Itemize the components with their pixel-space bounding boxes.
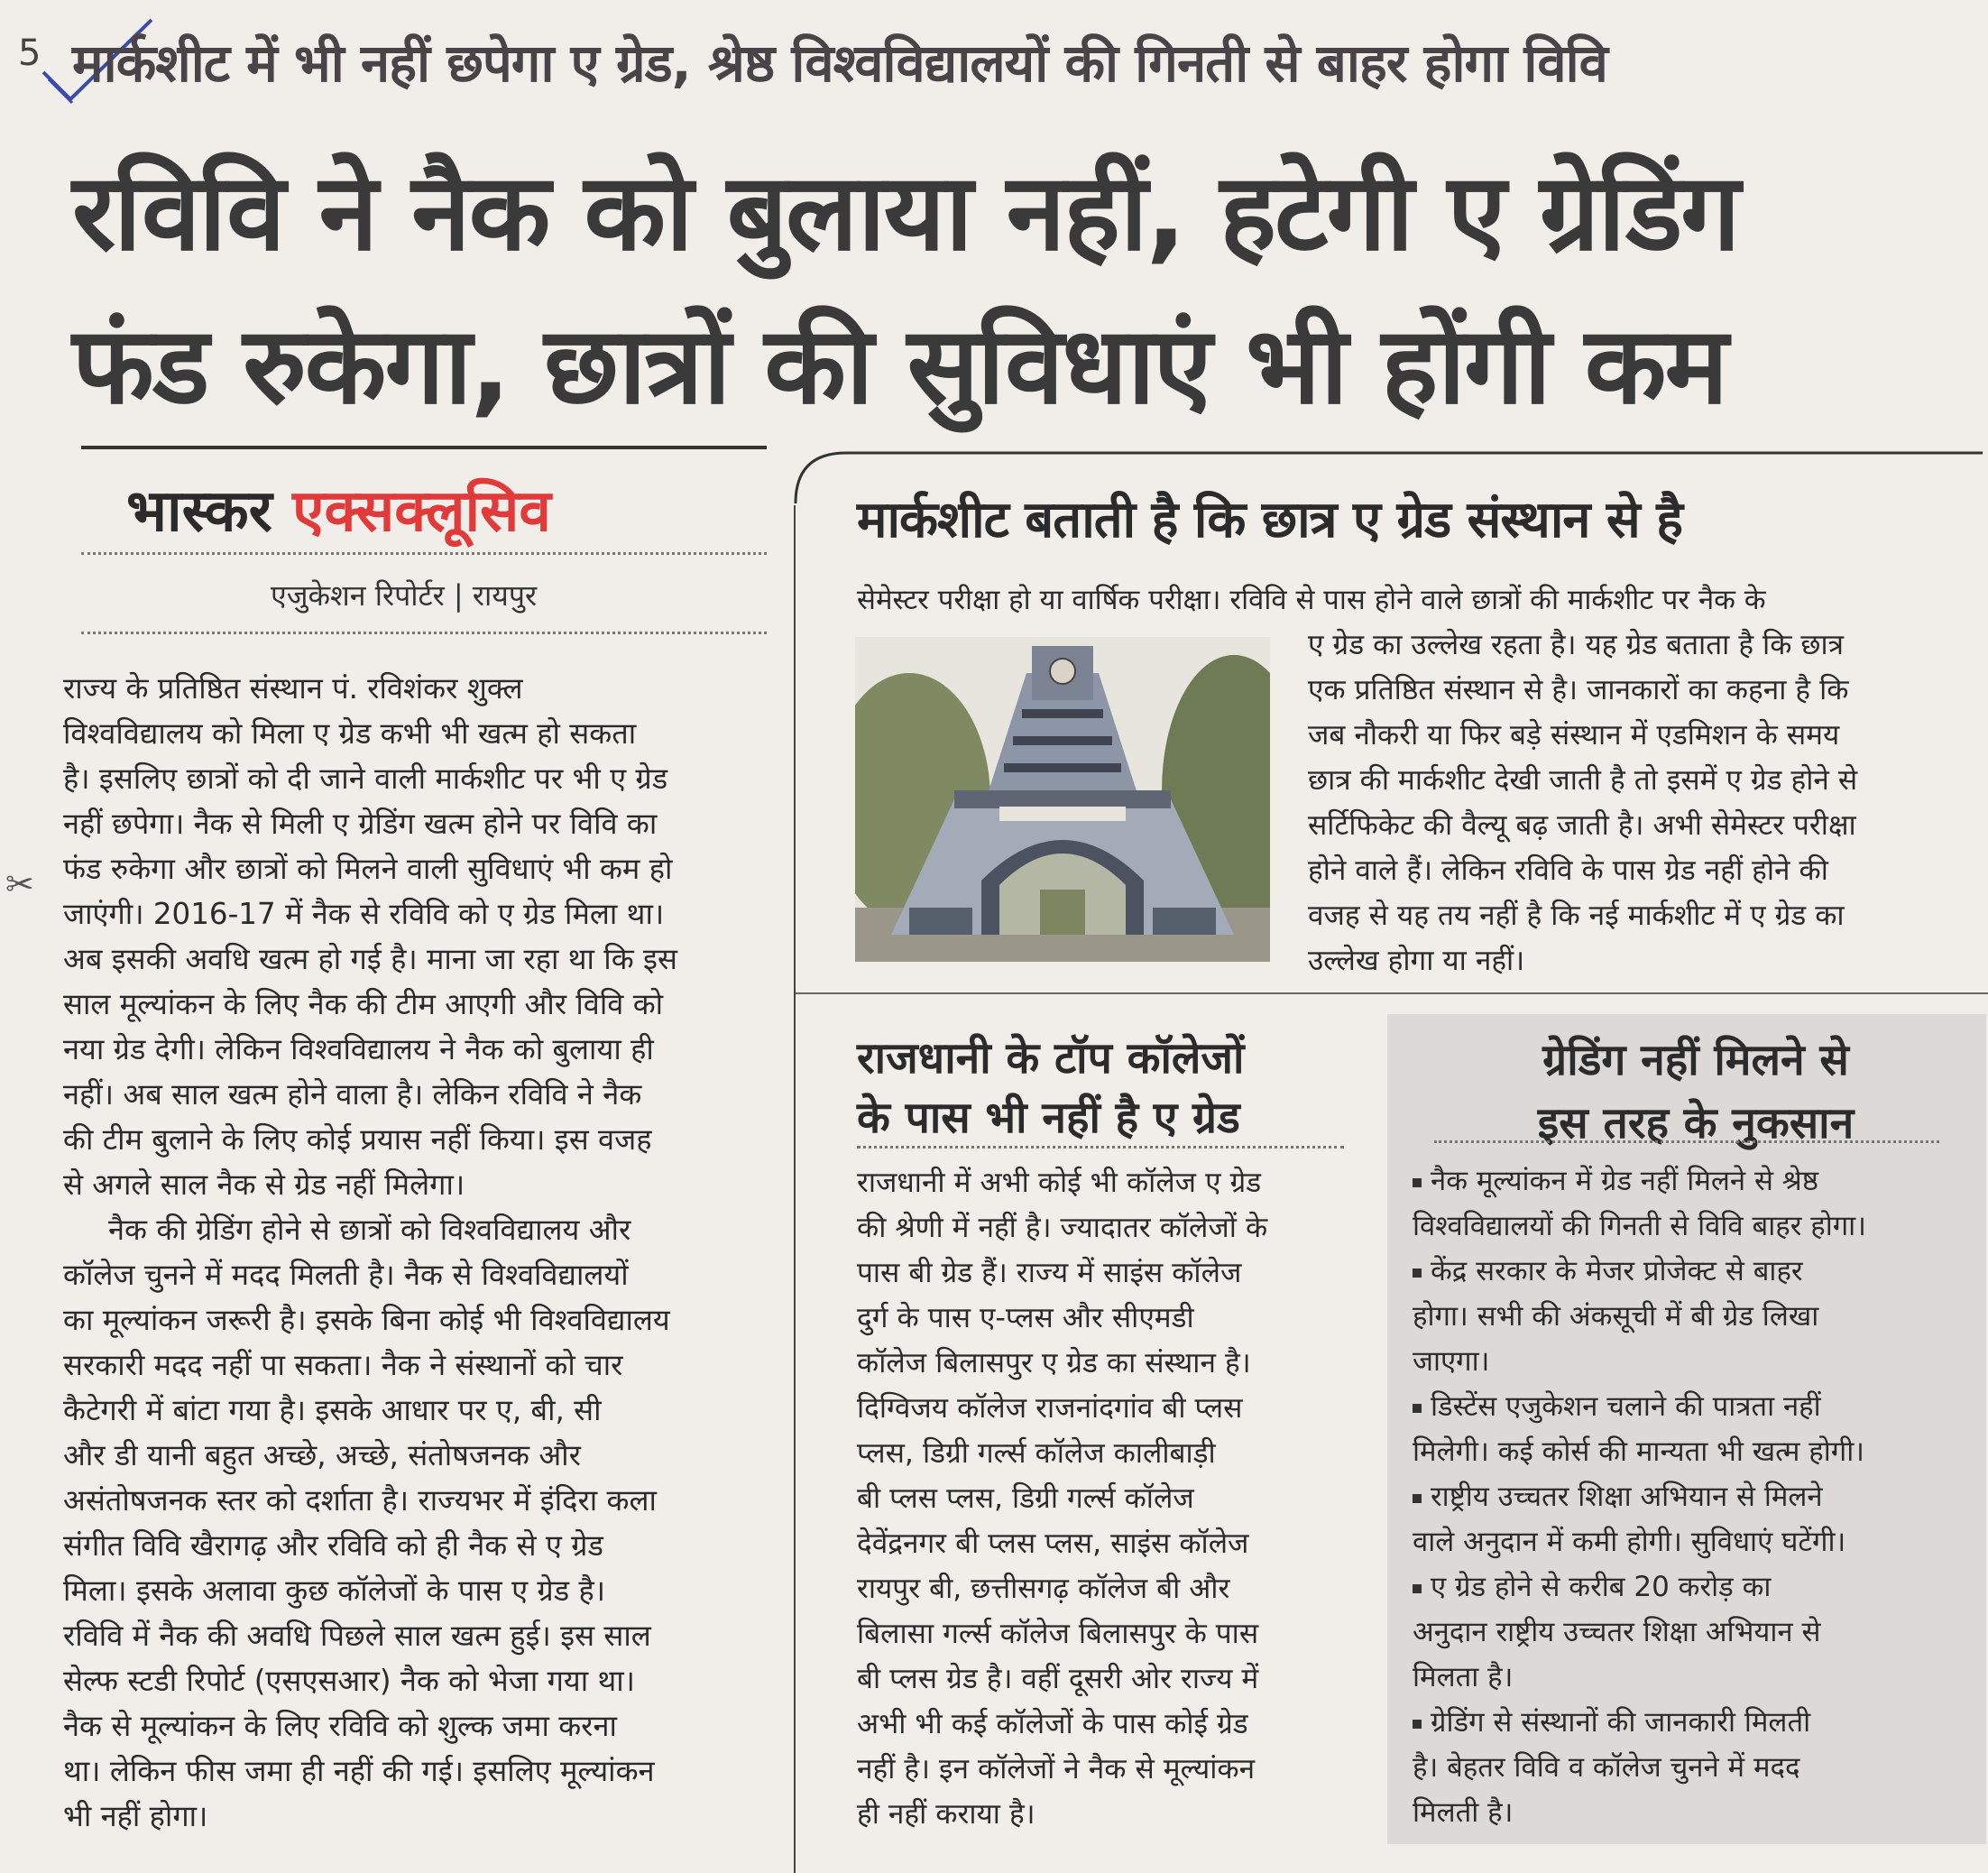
bullet-text: नैक मूल्यांकन में ग्रेड नहीं मिलने से श्रेष्ठ bbox=[1431, 1165, 1818, 1197]
brand-name: भास्कर bbox=[126, 478, 272, 545]
colleges-story-line: नहीं है। इन कॉलेजों ने नैक से मूल्यांकन bbox=[857, 1753, 1256, 1785]
main-story-line: की टीम बुलाने के लिए कोई प्रयास नहीं किया। इस वजह bbox=[63, 1122, 652, 1157]
bullet-text: डिस्टेंस एजुकेशन चलाने की पात्रता नहीं bbox=[1431, 1390, 1821, 1423]
dotted-divider bbox=[1434, 1140, 1939, 1143]
kicker-line: मार्कशीट में भी नहीं छपेगा ए ग्रेड, श्रेष्ठ विश्वविद्यालयों की गिनती से बाहर होगा विवि bbox=[72, 32, 1607, 94]
colleges-story-line: अभी भी कई कॉलेजों के पास कोई ग्रेड bbox=[857, 1708, 1248, 1740]
marksheet-story-line: उल्लेख होगा या नहीं। bbox=[1308, 945, 1525, 977]
colleges-story-line: दुर्ग के पास ए-प्लस और सीएमडी bbox=[857, 1302, 1194, 1334]
main-story-line: का मूल्यांकन जरूरी है। इसके बिना कोई भी विश्वविद्यालय bbox=[63, 1303, 670, 1337]
column-divider bbox=[794, 505, 796, 1873]
colleges-story-line: देवेंद्रनगर बी प्लस प्लस, साइंस कॉलेज bbox=[857, 1527, 1249, 1560]
losses-list-line bbox=[1413, 1564, 1972, 1610]
handwritten-number: 5 bbox=[18, 32, 41, 74]
main-story-line: रविवि में नैक की अवधि पिछले साल खत्म हुई। इस साल bbox=[63, 1619, 651, 1653]
colleges-story-line: बिलासा गर्ल्स कॉलेज बिलासपुर के पास bbox=[857, 1618, 1259, 1650]
main-story-line: सरकारी मदद नहीं पा सकता। नैक ने संस्थानों को चार bbox=[63, 1348, 623, 1382]
colleges-story-line: की श्रेणी में नहीं है। ज्यादातर कॉलेजों के bbox=[857, 1212, 1268, 1244]
marksheet-story-line: ए ग्रेड का उल्लेख रहता है। यह ग्रेड बताता है कि छात्र bbox=[1308, 629, 1845, 661]
losses-list-line: मिलता है। bbox=[1413, 1661, 1514, 1693]
losses-list-line bbox=[1413, 1700, 1972, 1745]
marksheet-story-line: सर्टिफिकेट की वैल्यू बढ़ जाती है। अभी सेमेस्टर परीक्षा bbox=[1308, 809, 1856, 842]
headline-line-2: फंड रुकेगा, छात्रों की सुविधाएं भी होंगी कम bbox=[72, 303, 1727, 428]
main-story-line: कैटेगरी में बांटा गया है। इसके आधार पर ए, बी, सी bbox=[63, 1393, 602, 1427]
dotted-divider bbox=[857, 1146, 1344, 1149]
marksheet-story-line: जब नौकरी या फिर बड़े संस्थान में एडमिशन के समय bbox=[1308, 719, 1840, 752]
bhaskar-exclusive-logo bbox=[126, 469, 551, 548]
bullet-icon bbox=[1413, 1494, 1422, 1503]
colleges-title-line-2: के पास भी नहीं है ए ग्रेड bbox=[857, 1093, 1240, 1143]
dotted-divider bbox=[81, 632, 767, 634]
left-column-rule bbox=[81, 446, 767, 449]
losses-list-line bbox=[1413, 1384, 1972, 1429]
colleges-story-title bbox=[857, 1029, 1244, 1148]
bullet-text: ग्रेडिंग से संस्थानों की जानकारी मिलती bbox=[1431, 1706, 1811, 1739]
colleges-story-line: प्लस, डिग्री गर्ल्स कॉलेज कालीबाड़ी bbox=[857, 1437, 1216, 1470]
bullet-icon bbox=[1413, 1404, 1422, 1413]
main-story-line: राज्य के प्रतिष्ठित संस्थान पं. रविशंकर शुक्ल bbox=[63, 671, 523, 706]
main-story-line: असंतोषजनक स्तर को दर्शाता है। राज्यभर में इंदिरा कला bbox=[63, 1483, 657, 1518]
main-story-line: भी नहीं होगा। bbox=[63, 1799, 208, 1833]
losses-list-line: विश्वविद्यालयों की गिनती से विवि बाहर होगा। bbox=[1413, 1210, 1866, 1242]
bullet-icon bbox=[1413, 1584, 1422, 1593]
colleges-story-line: बी प्लस प्लस, डिग्री गर्ल्स कॉलेज bbox=[857, 1482, 1194, 1515]
losses-list-line bbox=[1413, 1474, 1972, 1519]
losses-list bbox=[1413, 1158, 1972, 1835]
bullet-text: राष्ट्रीय उच्चतर शिक्षा अभियान से मिलने bbox=[1431, 1481, 1823, 1513]
marksheet-story-body bbox=[1308, 623, 1975, 983]
colleges-story-line: दिग्विजय कॉलेज राजनांदगांव बी प्लस bbox=[857, 1392, 1243, 1425]
colleges-story-line: पास बी ग्रेड हैं। राज्य में साइंस कॉलेज bbox=[857, 1257, 1242, 1289]
main-story-line: कॉलेज चुनने में मदद मिलती है। नैक से विश्वविद्यालयों bbox=[63, 1258, 629, 1292]
main-story-line: नैक से मूल्यांकन के लिए रविवि को शुल्क जमा करना bbox=[63, 1709, 617, 1743]
main-story-line: नहीं। अब साल खत्म होने वाला है। लेकिन रविवि ने नैक bbox=[63, 1077, 642, 1112]
main-story-line: मिला। इसके अलावा कुछ कॉलेजों के पास ए ग्रेड है। bbox=[63, 1573, 606, 1608]
bullet-icon bbox=[1413, 1720, 1422, 1729]
colleges-story-line: कॉलेज बिलासपुर ए ग्रेड का संस्थान है। bbox=[857, 1347, 1251, 1379]
losses-list-line bbox=[1413, 1249, 1972, 1294]
losses-title-line-2: इस तरह के नुकसान bbox=[1537, 1098, 1855, 1149]
main-story-line: नहीं छपेगा। नैक से मिली ए ग्रेडिंग खत्म होने पर विवि का bbox=[63, 807, 658, 841]
losses-list-line: मिलेगी। कई कोर्स की मान्यता भी खत्म होगी। bbox=[1413, 1435, 1864, 1468]
colleges-story-body bbox=[857, 1160, 1362, 1837]
marksheet-story-top-line: सेमेस्टर परीक्षा हो या वार्षिक परीक्षा। रविवि से पास होने वाले छात्रों की मार्कशीट पर नैक के bbox=[857, 584, 1766, 616]
main-story-line: था। लेकिन फीस जमा ही नहीं की गई। इसलिए मूल्यांकन bbox=[63, 1754, 655, 1788]
colleges-title-line-1: राजधानी के टॉप कॉलेजों bbox=[857, 1033, 1245, 1084]
losses-list-line: अनुदान राष्ट्रीय उच्चतर शिक्षा अभियान से bbox=[1413, 1616, 1821, 1648]
bullet-text: केंद्र सरकार के मेजर प्रोजेक्ट से बाहर bbox=[1431, 1255, 1803, 1287]
main-story-line: नैक की ग्रेडिंग होने से छात्रों को विश्वविद्यालय और bbox=[108, 1213, 631, 1247]
headline-line-1: रविवि ने नैक को बुलाया नहीं, हटेगी ए ग्रेडिंग bbox=[72, 150, 1739, 274]
losses-list-line: वाले अनुदान में कमी होगी। सुविधाएं घटेंगी। bbox=[1413, 1526, 1846, 1558]
colleges-story-line: रायपुर बी, छत्तीसगढ़ कॉलेज बी और bbox=[857, 1573, 1230, 1605]
colleges-story-line: बी प्लस ग्रेड है। वहीं दूसरी ओर राज्य में bbox=[857, 1663, 1259, 1695]
main-story-line: और डी यानी बहुत अच्छे, अच्छे, संतोषजनक और bbox=[63, 1438, 581, 1472]
main-story-line: संगीत विवि खैरागढ़ और रविवि को ही नैक से ए ग्रेड bbox=[63, 1528, 603, 1563]
main-story-line: अब इसकी अवधि खत्म हो गई है। माना जा रहा था कि इस bbox=[63, 942, 677, 976]
marksheet-story-line: छात्र की मार्कशीट देखी जाती है तो इसमें ए ग्रेड होने से bbox=[1308, 764, 1858, 797]
bullet-text: ए ग्रेड होने से करीब 20 करोड़ का bbox=[1431, 1571, 1772, 1603]
losses-list-line: मिलती है। bbox=[1413, 1796, 1514, 1829]
dotted-divider bbox=[81, 552, 767, 555]
main-story-line: जाएंगी। 2016-17 में नैक से रविवि को ए ग्रेड मिला था। bbox=[63, 897, 665, 931]
marksheet-story-title: मार्कशीट बताती है कि छात्र ए ग्रेड संस्थान से है bbox=[857, 491, 1683, 549]
losses-box-title bbox=[1425, 1029, 1966, 1155]
bullet-icon bbox=[1413, 1269, 1422, 1278]
marksheet-story-line: होने वाले हैं। लेकिन रविवि के पास ग्रेड नहीं होने की bbox=[1308, 854, 1828, 887]
main-story-line: विश्वविद्यालय को मिला ए ग्रेड कभी भी खत्म हो सकता bbox=[63, 716, 637, 751]
scissor-icon: ✂ bbox=[5, 864, 34, 904]
main-story-body bbox=[63, 666, 767, 1839]
bullet-icon bbox=[1413, 1178, 1422, 1187]
losses-list-line: है। बेहतर विवि व कॉलेज चुनने में मदद bbox=[1413, 1751, 1800, 1784]
main-story-line: साल मूल्यांकन के लिए नैक की टीम आएगी और विवि को bbox=[63, 987, 664, 1021]
colleges-story-line: राजधानी में अभी कोई भी कॉलेज ए ग्रेड bbox=[857, 1167, 1262, 1199]
losses-title-line-1: ग्रेडिंग नहीं मिलने से bbox=[1542, 1035, 1849, 1085]
main-story-line: से अगले साल नैक से ग्रेड नहीं मिलेगा। bbox=[63, 1167, 465, 1202]
losses-list-line bbox=[1413, 1158, 1972, 1204]
brand-exclusive: एक्सक्लूसिव bbox=[292, 478, 551, 545]
losses-list-line: जाएगा। bbox=[1413, 1345, 1490, 1378]
losses-list-line: होगा। सभी की अंकसूची में बी ग्रेड लिखा bbox=[1413, 1300, 1819, 1333]
byline: एजुकेशन रिपोर्टर | रायपुर bbox=[271, 578, 538, 613]
section-divider bbox=[796, 992, 1988, 994]
main-story-line: है। इसलिए छात्रों को दी जाने वाली मार्कशीट पर भी ए ग्रेड bbox=[63, 761, 668, 796]
colleges-story-line: ही नहीं कराया है। bbox=[857, 1798, 1035, 1831]
main-story-line: फंड रुकेगा और छात्रों को मिलने वाली सुविधाएं भी कम हो bbox=[63, 852, 673, 886]
main-story-line: सेल्फ स्टडी रिपोर्ट (एसएसआर) नैक को भेजा गया था। bbox=[63, 1664, 635, 1698]
marksheet-story-line: वजह से यह तय नहीं है कि नई मार्कशीट में ए ग्रेड का bbox=[1308, 900, 1845, 932]
main-story-line: नया ग्रेड देगी। लेकिन विश्वविद्यालय ने नैक को बुलाया ही bbox=[63, 1032, 654, 1066]
marksheet-story-line: एक प्रतिष्ठित संस्थान से है। जानकारों का कहना है कि bbox=[1308, 674, 1849, 706]
university-gate-photo bbox=[855, 637, 1270, 962]
